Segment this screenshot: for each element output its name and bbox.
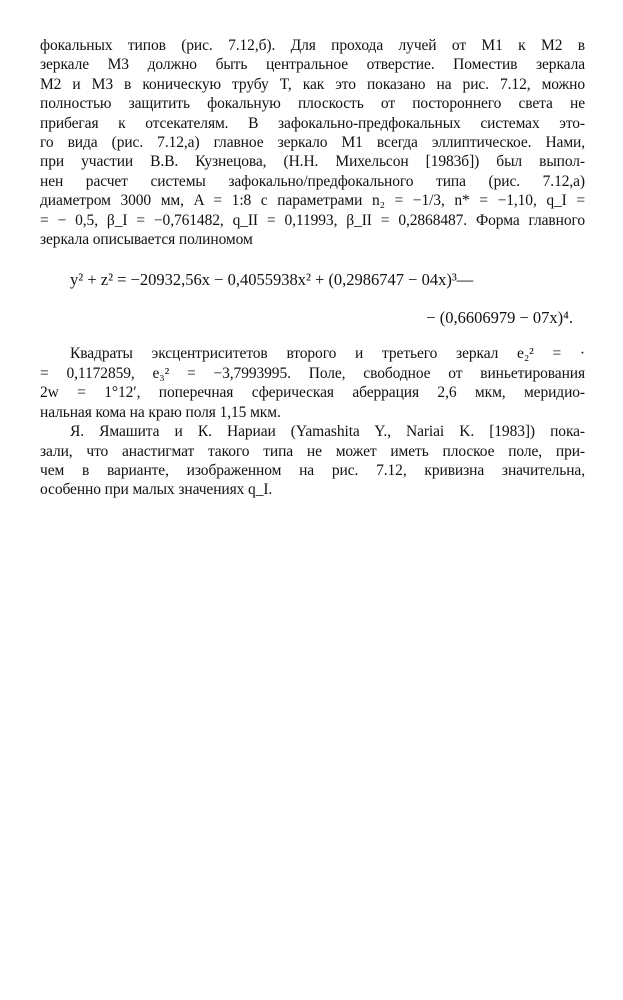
text-line: диаметром 3000 мм, A = 1:8 с параметрами n₂ = −1/3, n* = −1,10, q_I = [40, 192, 585, 210]
text-line: нен расчет системы зафокально/предфокального типа (рис. 7.12,а) [40, 172, 585, 190]
text-line: М2 и М3 в коническую трубу T, как это показано на рис. 7.12, можно [40, 75, 585, 93]
text-line: особенно при малых значениях q_I. [40, 481, 273, 499]
paragraph-3 [40, 422, 585, 500]
text-line: полностью защитить фокальную плоскость от постороннего света не [40, 95, 585, 113]
paragraph-1 [40, 36, 585, 249]
text-line: зали, что анастигмат такого типа не может иметь плоское поле, при- [40, 442, 585, 460]
text-line: Я. Ямашита и К. Нариаи (Yamashita Y., Nariai K. [1983]) пока- [70, 423, 585, 441]
page-text [40, 36, 585, 500]
text-line: = 0,1172859, e₃² = −3,7993995. Поле, свободное от виньетирования [40, 364, 585, 382]
formula-line-2: − (0,6606979 − 07x)⁴. [426, 308, 573, 328]
text-line: зеркале М3 должно быть центральное отверстие. Поместив зеркала [40, 56, 585, 74]
text-line: прибегая к отсекателям. В зафокально-предфокальных системах это- [40, 114, 585, 132]
text-line: зеркала описывается полиномом [40, 231, 253, 249]
text-line: нальная кома на краю поля 1,15 мкм. [40, 403, 281, 421]
formula-line-1: y² + z² = −20932,56x − 0,4055938x² + (0,2986747 − 04x)³— [70, 270, 474, 290]
paragraph-2 [40, 344, 585, 422]
polynomial-formula [40, 264, 585, 338]
text-line: Квадраты эксцентриситетов второго и третьего зеркал e₂² = · [70, 345, 585, 363]
text-line: фокальных типов (рис. 7.12,б). Для прохода лучей от М1 к М2 в [40, 37, 585, 54]
text-line: при участии В.В. Кузнецова, (Н.Н. Михельсон [1983б]) был выпол- [40, 153, 585, 171]
text-line: го вида (рис. 7.12,а) главное зеркало М1 всегда эллиптическое. Нами, [40, 134, 585, 152]
text-line: 2w = 1°12′, поперечная сферическая аберрация 2,6 мкм, меридио- [40, 384, 585, 402]
text-line: = − 0,5, β_I = −0,761482, q_II = 0,11993, β_II = 0,2868487. Форма главного [40, 211, 585, 229]
text-line: чем в варианте, изображенном на рис. 7.12, кривизна значительна, [40, 461, 585, 479]
